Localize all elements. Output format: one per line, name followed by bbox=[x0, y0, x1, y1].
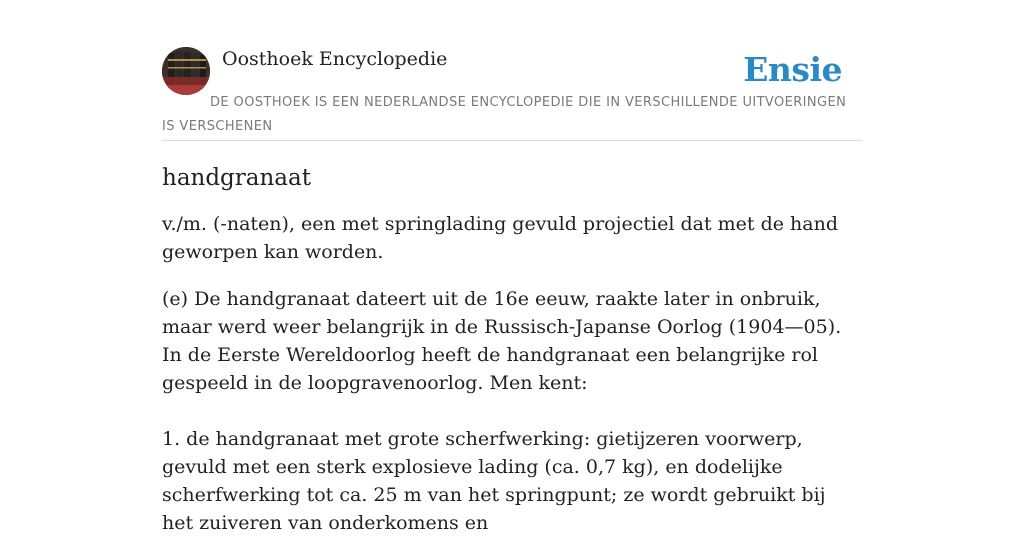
site-tagline: DE OOSTHOEK IS EEN NEDERLANDSE ENCYCLOPEDIE DIE IN VERSCHILLENDE UITVOERINGEN IS VERSCHENEN bbox=[162, 95, 847, 134]
article-title: handgranaat bbox=[162, 165, 311, 191]
article-definition: v./m. (-naten), een met springlading gevuld projectiel dat met de hand geworpen kan worden. bbox=[162, 213, 838, 263]
book-spines-icon bbox=[162, 47, 210, 95]
article bbox=[162, 160, 862, 537]
site-name[interactable]: Oosthoek Encyclopedie bbox=[222, 48, 448, 70]
encyclopedia-avatar[interactable] bbox=[162, 47, 210, 95]
article-list-item-1: 1. de handgranaat met grote scherfwerking: gietijzeren voorwerp, gevuld met een sterk explosieve lading (ca. 0,7 kg), en dodelijke scherfwerking tot ca. 25 m van het springpunt; ze wordt gebruikt bij het zuiveren van onderkomens en bbox=[162, 428, 826, 534]
ensie-logo[interactable]: Ensie bbox=[743, 50, 842, 89]
site-header bbox=[162, 46, 862, 141]
article-history: (e) De handgranaat dateert uit de 16e eeuw, raakte later in onbruik, maar werd weer belangrijk in de Russisch-Japanse Oorlog (1904—05). In de Eerste Wereldoorlog heeft de handgranaat een belangrijke rol gespeeld in de loopgravenoorlog. Men kent: bbox=[162, 288, 842, 394]
paragraph-spacer bbox=[162, 397, 862, 425]
